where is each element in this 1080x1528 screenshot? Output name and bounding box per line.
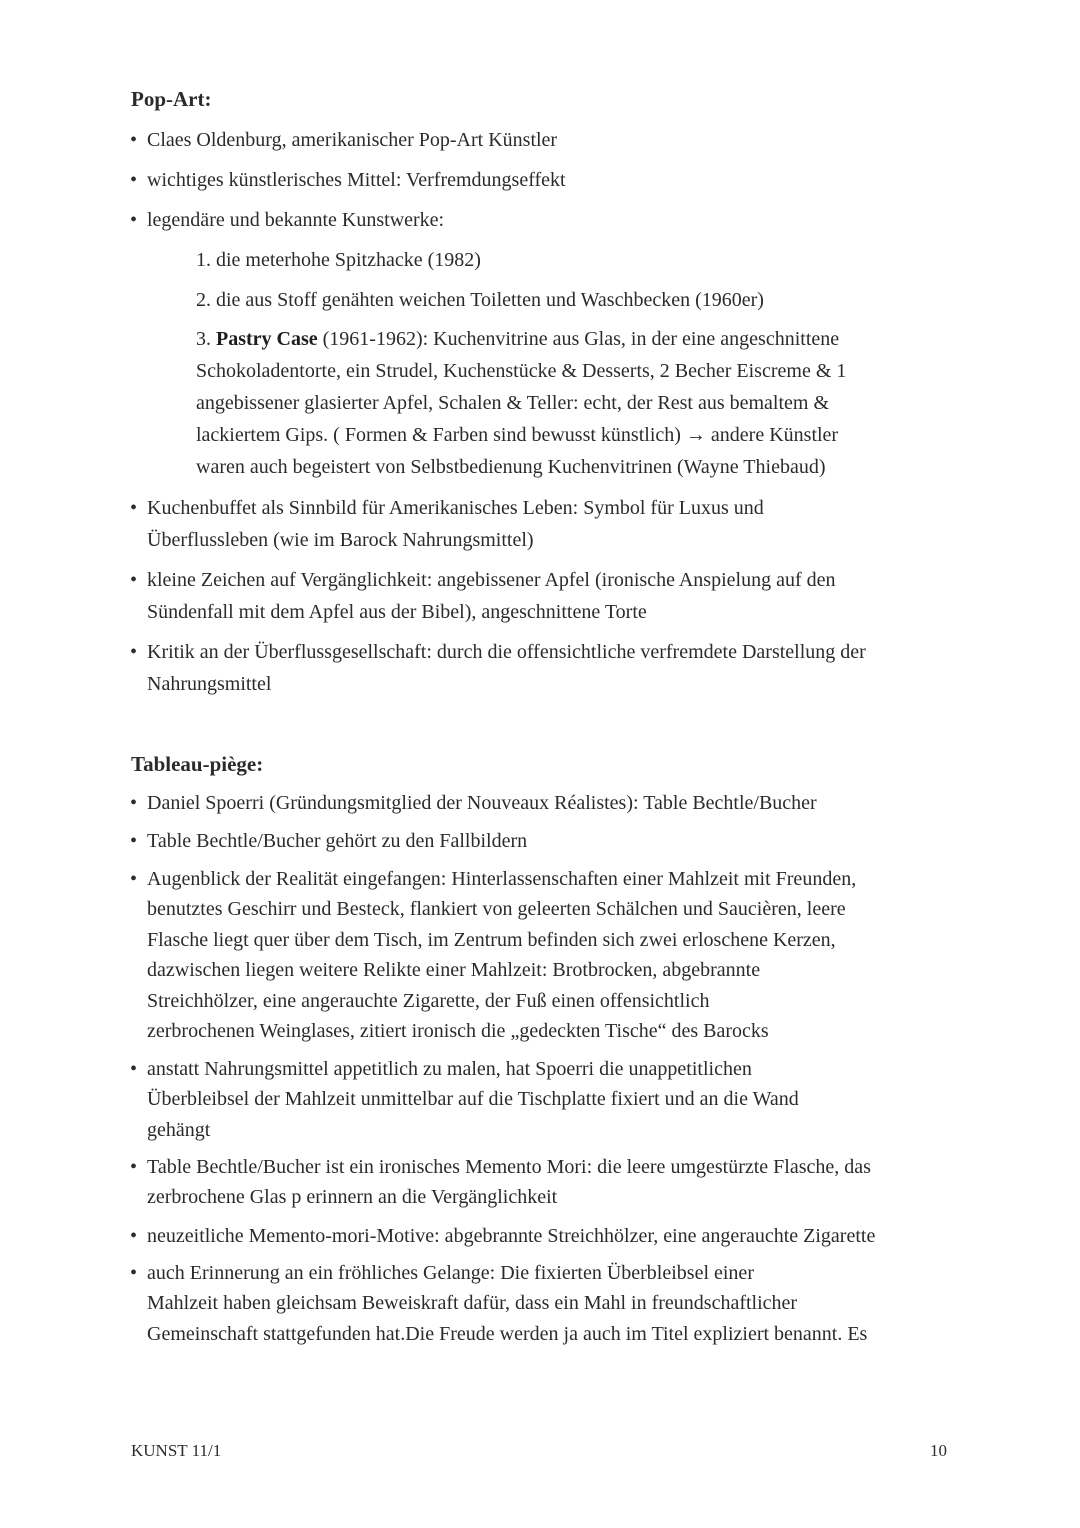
text-line: • Table Bechtle/Bucher ist ein ironisches Memento Mori: die leere umgestürzte Flasche, das — [147, 1156, 871, 1178]
text-line: lackiertem Gips. ( Formen & Farben sind bewusst künstlich) → andere Künstler — [196, 424, 839, 446]
list-item — [147, 1258, 967, 1349]
list-item — [147, 1152, 967, 1213]
text-line: gehängt — [147, 1118, 211, 1141]
list-item — [147, 864, 967, 1046]
numbered-item — [196, 284, 1016, 316]
item-text: (1961-1962): Kuchenvitrine aus Glas, in der eine angeschnittene — [317, 328, 840, 350]
text-line: Mahlzeit haben gleichsam Beweiskraft dafür, dass ein Mahl in freundschaftlicher — [147, 1292, 798, 1315]
text-line: • Claes Oldenburg, amerikanischer Pop-Art Künstler — [147, 129, 558, 151]
item-number: 3. — [196, 328, 216, 350]
numbered-item-pastry-case — [196, 323, 1016, 483]
list-item — [147, 564, 967, 628]
list-item — [147, 826, 967, 856]
heading-pop-art: Pop-Art: — [131, 87, 212, 111]
text-line: angebissener glasierter Apfel, Schalen & Teller: echt, der Rest aus bemaltem & — [196, 392, 830, 414]
text-line: benutztes Geschirr und Besteck, flankiert von geleerten Schälchen und Saucièren, leere — [147, 898, 846, 921]
text-line: Sündenfall mit dem Apfel aus der Bibel), angeschnittene Torte — [147, 601, 647, 623]
page-number: 10 — [930, 1441, 947, 1460]
list-item — [147, 204, 967, 236]
text-line: Streichhölzer, eine angerauchte Zigarette, der Fuß einen offensichtlich — [147, 989, 710, 1012]
item-text-continued — [196, 355, 1016, 483]
text-line: 2. die aus Stoff genähten weichen Toiletten und Waschbecken (1960er) — [196, 289, 764, 311]
text-line: zerbrochene Glas p erinnern an die Vergänglichkeit — [147, 1186, 558, 1209]
text-line: • auch Erinnerung an ein fröhliches Gelange: Die fixierten Überbleibsel einer — [147, 1262, 754, 1284]
text-line: zerbrochenen Weinglases, zitiert ironisch die „gedeckten Tische“ des Barocks — [147, 1020, 769, 1043]
list-item — [147, 1221, 967, 1251]
artwork-title: Pastry Case — [216, 328, 318, 350]
text-line: • neuzeitliche Memento-mori-Motive: abgebrannte Streichhölzer, eine angerauchte Zigarette — [147, 1225, 876, 1247]
list-item — [147, 492, 967, 556]
text-line: • legendäre und bekannte Kunstwerke: — [147, 209, 445, 231]
list-item — [147, 788, 967, 818]
text-line: • anstatt Nahrungsmittel appetitlich zu malen, hat Spoerri die unappetitlichen — [147, 1058, 752, 1080]
text-line: • kleine Zeichen auf Vergänglichkeit: angebissener Apfel (ironische Anspielung auf den — [147, 569, 836, 591]
text-line: • Kuchenbuffet als Sinnbild für Amerikanisches Leben: Symbol für Luxus und — [147, 497, 764, 519]
text-line: • Kritik an der Überflussgesellschaft: durch die offensichtliche verfremdete Darstellung der — [147, 641, 866, 663]
text-line: 1. die meterhohe Spitzhacke (1982) — [196, 249, 481, 271]
list-item — [147, 124, 967, 156]
text-line: waren auch begeistert von Selbstbedienung Kuchenvitrinen (Wayne Thiebaud) — [196, 456, 826, 478]
heading-tableau-piege: Tableau-piège: — [131, 752, 264, 776]
text-line: Überbleibsel der Mahlzeit unmittelbar auf die Tischplatte fixiert und an die Wand — [147, 1088, 799, 1111]
text-line: • Daniel Spoerri (Gründungsmitglied der Nouveaux Réalistes): Table Bechtle/Bucher — [147, 792, 817, 814]
text-line: • Table Bechtle/Bucher gehört zu den Fallbildern — [147, 830, 528, 852]
text-line: dazwischen liegen weitere Relikte einer Mahlzeit: Brotbrocken, abgebrannte — [147, 959, 761, 982]
numbered-item — [196, 244, 1016, 276]
text-line: Schokoladentorte, ein Strudel, Kuchenstücke & Desserts, 2 Becher Eiscreme & 1 — [196, 360, 847, 382]
text-line: • Augenblick der Realität eingefangen: Hinterlassenschaften einer Mahlzeit mit Freunden, — [147, 868, 857, 890]
text-line: • wichtiges künstlerisches Mittel: Verfremdungseffekt — [147, 169, 566, 191]
text-line: Gemeinschaft stattgefunden hat.Die Freude werden ja auch im Titel expliziert benannt. Es — [147, 1322, 868, 1345]
text-line: Überflussleben (wie im Barock Nahrungsmittel) — [147, 529, 534, 551]
list-item — [147, 164, 967, 196]
footer-course: KUNST 11/1 — [131, 1441, 222, 1460]
list-item — [147, 636, 967, 700]
list-item — [147, 1054, 967, 1145]
text-line: Flasche liegt quer über dem Tisch, im Zentrum befinden sich zwei erloschene Kerzen, — [147, 928, 836, 951]
text-line: Nahrungsmittel — [147, 673, 272, 695]
